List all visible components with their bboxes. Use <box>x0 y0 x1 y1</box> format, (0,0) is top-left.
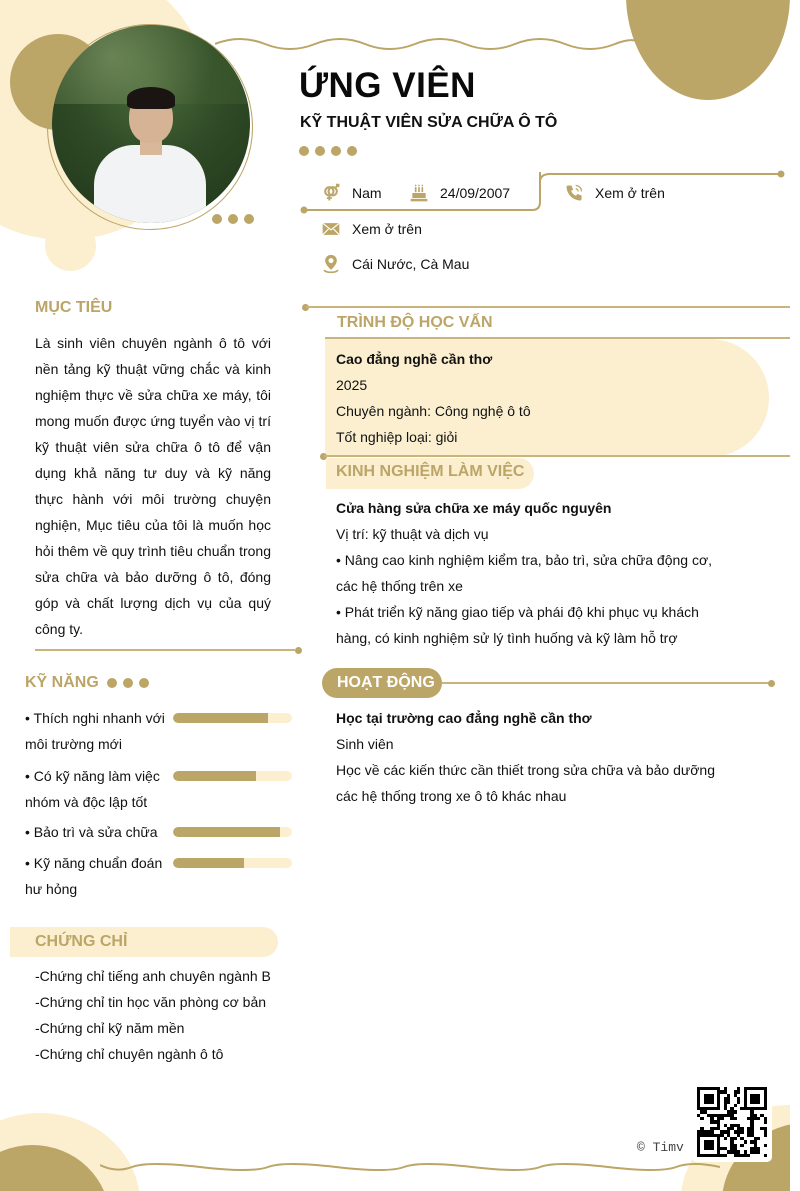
objective-text: Là sinh viên chuyên ngành ô tô với nền tảng kỹ thuật vững chắc và kinh nghiệm thực về sửa chữa xe máy, tôi mong muốn được ứng tuyển vào vị trí kỹ thuật viên sửa chữa ô tô để vận dụng khả năng tư duy và kỹ năng thực hành với môi trường chuyện nghiện, Mục tiêu của tôi là muốn học hỏi thêm về quy trình tiêu chuẩn trong sửa chữa và bảo dưỡng ô tô, đóng góp và chất lượng dịch vụ của quý công ty. <box>35 335 271 637</box>
certificate-item: -Chứng chỉ tiếng anh chuyên ngành B <box>35 968 271 984</box>
experience-bullet: • Phát triển kỹ năng giao tiếp và phái độ khi phục vụ khách hàng, có kinh nghiệm sử lý tình huống và kỹ làm hỗ trợ <box>336 604 699 646</box>
skill-label: • Bảo trì và sửa chữa <box>25 824 158 840</box>
skill-bar <box>173 771 292 781</box>
gender-icon <box>320 183 342 203</box>
certificate-item: -Chứng chỉ chuyên ngành ô tô <box>35 1046 224 1062</box>
skill-bar <box>173 713 292 723</box>
skill-item <box>25 819 295 845</box>
divider-dot <box>295 647 302 654</box>
activities-org: Học tại trường cao đẳng nghề cần thơ <box>336 710 592 726</box>
qr-code[interactable] <box>692 1082 772 1162</box>
divider <box>35 649 295 651</box>
envelope-icon <box>320 219 342 239</box>
experience-position: Vị trí: kỹ thuật và dịch vụ <box>336 526 489 542</box>
decor-cream-circle <box>45 220 96 271</box>
address-value: Cái Nước, Cà Mau <box>352 256 470 272</box>
contact-address <box>320 254 469 274</box>
skill-item <box>25 705 295 757</box>
decor-dots <box>299 146 357 156</box>
skill-item <box>25 763 295 815</box>
certificates-list <box>35 963 271 1067</box>
decor-wave-bottom <box>100 1157 720 1181</box>
skills-title: KỸ NĂNG <box>25 674 99 691</box>
job-title: KỸ THUẬT VIÊN SỬA CHỮA Ô TÔ <box>300 114 558 131</box>
skill-item <box>25 850 295 902</box>
certificate-item: -Chứng chỉ tin học văn phòng cơ bản <box>35 994 267 1010</box>
decor-gold-circle-top-right <box>626 0 790 100</box>
phone-value: Xem ở trên <box>595 185 665 201</box>
divider <box>442 682 772 684</box>
activities-title: HOẠT ĐỘNG <box>337 674 435 691</box>
experience-title: KINH NGHIỆM LÀM VIỆC <box>336 463 525 480</box>
decor-dots <box>107 678 149 688</box>
contact-birthday <box>408 183 510 203</box>
page-margin <box>790 0 800 1191</box>
candidate-name: ỨNG VIÊN <box>299 66 476 105</box>
divider <box>306 306 794 308</box>
birthday-cake-icon <box>408 183 430 203</box>
education-title: TRÌNH ĐỘ HỌC VẤN <box>337 314 493 331</box>
activities-role: Sinh viên <box>336 736 394 752</box>
skill-bar <box>173 827 292 837</box>
birthday-value: 24/09/2007 <box>440 185 511 201</box>
decor-wave-top <box>215 30 645 60</box>
certificate-item: -Chứng chỉ kỹ năm mền <box>35 1020 185 1036</box>
experience-company: Cửa hàng sửa chữa xe máy quốc nguyên <box>336 500 612 516</box>
contact-phone <box>563 183 665 203</box>
phone-icon <box>563 183 585 203</box>
experience-bullet: • Nâng cao kinh nghiệm kiểm tra, bảo trì, sửa chữa động cơ, các hệ thống trên xe <box>336 552 713 594</box>
decor-dots <box>212 214 254 224</box>
contact-gender <box>320 183 382 203</box>
skill-bar <box>173 858 292 868</box>
map-pin-icon <box>320 254 342 274</box>
divider <box>324 455 794 457</box>
education-grade: Tốt nghiệp loại: giỏi <box>336 429 458 445</box>
skill-label: • Thích nghi nhanh với môi trường mới <box>25 710 165 752</box>
skill-label: • Có kỹ năng làm việc nhóm và độc lập tốt <box>25 768 160 810</box>
education-major: Chuyên ngành: Công nghệ ô tô <box>336 403 531 419</box>
gender-value: Nam <box>352 185 382 201</box>
contact-email <box>320 219 422 239</box>
email-value: Xem ở trên <box>352 221 422 237</box>
activities-description: Học về các kiến thức cần thiết trong sửa chữa và bảo dưỡng các hệ thống trong xe ô tô khác nhau <box>336 762 715 804</box>
activities-details <box>336 705 726 809</box>
education-details <box>336 346 531 450</box>
education-year: 2025 <box>336 377 368 393</box>
divider-dot <box>768 680 775 687</box>
copyright-text: © Timv <box>637 1140 684 1155</box>
avatar <box>52 25 250 223</box>
education-school: Cao đẳng nghề cần thơ <box>336 351 493 367</box>
objective-title: MỤC TIÊU <box>35 299 113 316</box>
certificates-title: CHỨNG CHỈ <box>35 933 128 950</box>
skill-label: • Kỹ năng chuẩn đoán hư hỏng <box>25 855 163 897</box>
experience-details <box>336 495 726 651</box>
